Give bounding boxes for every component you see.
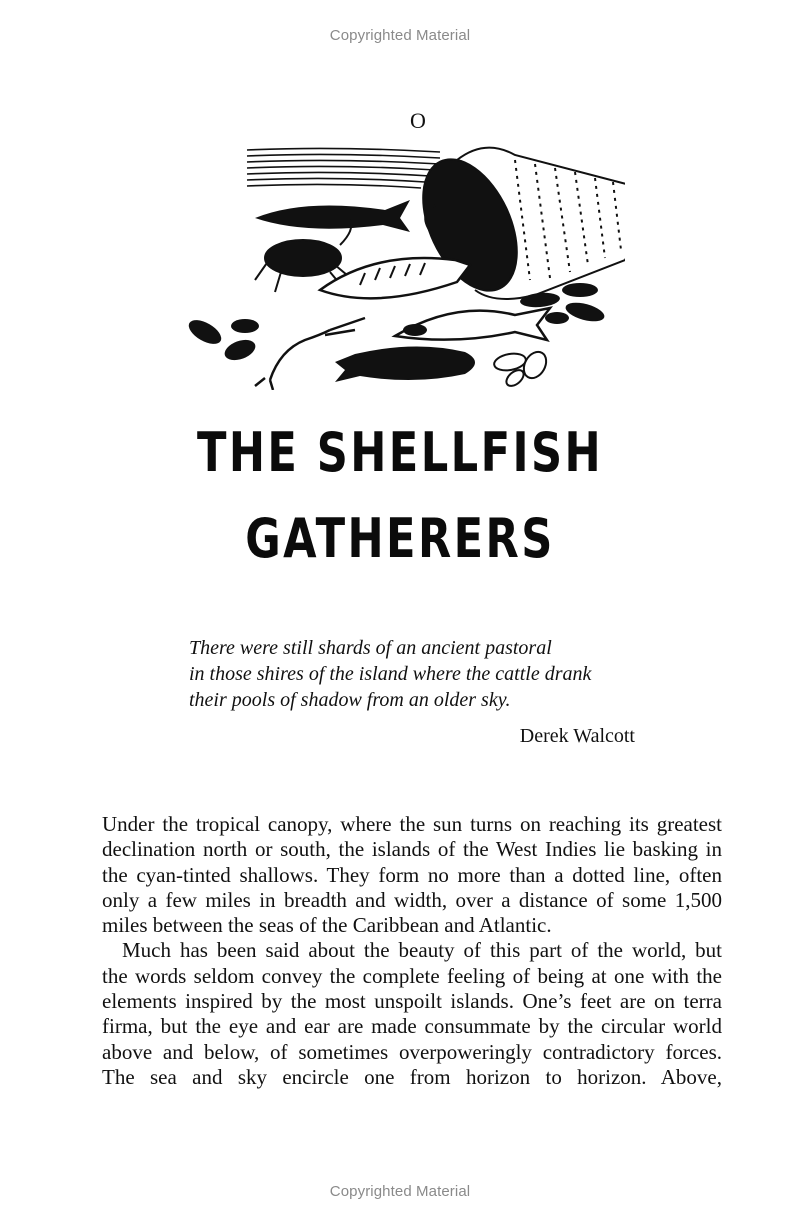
fish-1 xyxy=(255,200,410,232)
body-line: above and below, of sometimes overpoweringly contradictory forces. xyxy=(102,1039,722,1064)
fish-4 xyxy=(335,346,475,382)
shrimp xyxy=(255,318,365,390)
body-line: Under the tropical canopy, where the sun turns on reaching its greatest xyxy=(102,812,722,836)
epigraph xyxy=(189,635,659,713)
body-line: declination north or south, the islands of the West Indies lie basking in xyxy=(102,837,722,862)
body-line: the cyan-tinted shallows. They form no more than a dotted line, often xyxy=(102,862,722,887)
body-line: miles between the seas of the Caribbean and Atlantic. xyxy=(102,913,552,938)
shells-bottom xyxy=(493,348,551,389)
epigraph-line: There were still shards of an ancient pastoral xyxy=(189,637,552,659)
fish-basket-illustration xyxy=(185,140,625,390)
copyright-watermark-bottom: Copyrighted Material xyxy=(329,1183,471,1200)
body-line: the words seldom convey the complete feeling of being at one with the xyxy=(102,963,722,988)
body-line: elements inspired by the most unspoilt islands. One’s feet are on terra xyxy=(102,989,722,1014)
body-line: firma, but the eye and ear are made consummate by the circular world xyxy=(102,1014,722,1039)
chapter-number-symbol: O xyxy=(410,108,426,133)
water-lines xyxy=(247,148,440,188)
epigraph-line: their pools of shadow from an older sky. xyxy=(189,689,511,711)
copyright-watermark-top: Copyrighted Material xyxy=(329,27,471,44)
body-text xyxy=(102,812,722,1090)
body-line: The sea and sky encircle one from horizon to horizon. Above, xyxy=(102,1064,722,1089)
fish-2 xyxy=(320,258,470,298)
epigraph-line: in those shires of the island where the cattle drank xyxy=(189,663,592,685)
epigraph-author: Derek Walcott xyxy=(519,725,635,747)
body-line: Much has been said about the beauty of this part of the world, but xyxy=(122,938,722,963)
mussels-left xyxy=(185,315,259,364)
chapter-title-line-1: THE SHELLFISH xyxy=(196,421,604,484)
body-line: only a few miles in breadth and width, over a distance of some 1,500 xyxy=(102,887,722,912)
chapter-title-line-2: GATHERERS xyxy=(245,507,555,570)
